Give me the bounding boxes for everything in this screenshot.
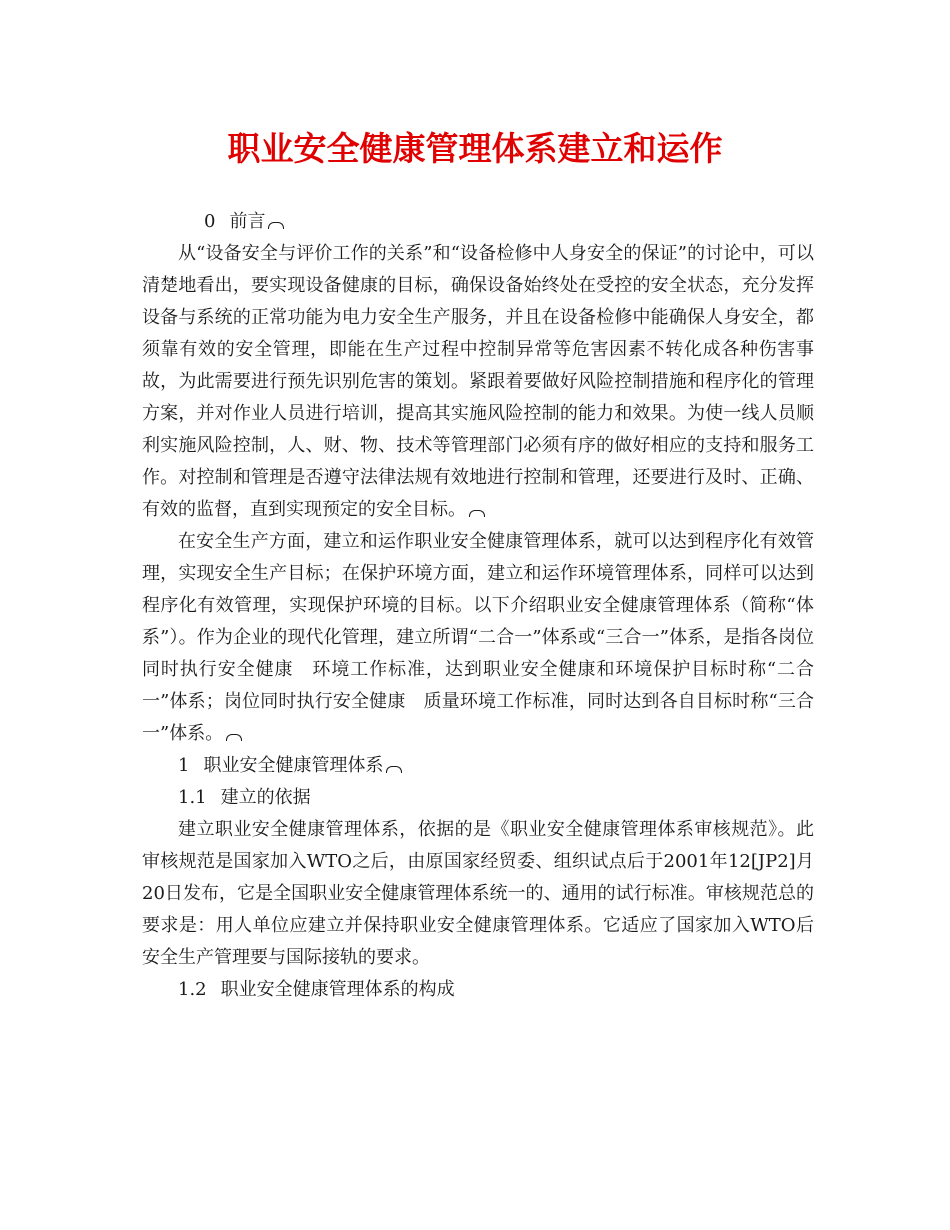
paragraph-mark-icon [268, 222, 284, 229]
section-1-1-number: 1.1 [178, 787, 207, 808]
section-1-2-heading [142, 974, 814, 1006]
section-1-1-label: 建立的依据 [220, 787, 311, 808]
section-1-2-label: 职业安全健康管理体系的构成 [220, 979, 455, 1000]
paragraph-1-text: 从“设备安全与评价工作的关系”和“设备检修中人身安全的保证”的讨论中，可以清楚地看出，要实现设备健康的目标，确保设备始终处在受控的安全状态，充分发挥设备与系统的正常功能为电力安全生产服务，并且在设备检修中能确保人身安全，都须靠有效的安全管理，即能在生产过程中控制异常等危害因素不转化成各种伤害事故，为此需要进行预先识别危害的策划。紧跟着要做好风险控制措施和程序化的管理方案，并对作业人员进行培训，提高其实施风险控制的能力和效果。为使一线人员顺利实施风险控制，人、财、物、技术等管理部门必须有序的做好相应的支持和服务工作。对控制和管理是否遵守法律法规有效地进行控制和管理，还要进行及时、正确、有效的监督，直到实现预定的安全目标。 [142, 243, 814, 520]
paragraph-mark-icon [469, 510, 485, 517]
section-1-2-number: 1.2 [178, 979, 207, 1000]
section-1-heading [142, 750, 814, 782]
section-1-number: 1 [178, 755, 190, 776]
paragraph-2 [142, 526, 814, 750]
paragraph-mark-icon [386, 766, 402, 773]
section-0-number: 0 [204, 211, 216, 232]
paragraph-1 [142, 238, 814, 526]
paragraph-2-text: 在安全生产方面，建立和运作职业安全健康管理体系，就可以达到程序化有效管理，实现安全生产目标；在保护环境方面，建立和运作环境管理体系，同样可以达到程序化有效管理，实现保护环境的目标。以下介绍职业安全健康管理体系（简称“体系”）。作为企业的现代化管理，建立所谓“二合一”体系或“三合一”体系，是指各岗位同时执行安全健康 环境工作标准，达到职业安全健康和环境保护目标时称“二合一”体系；岗位同时执行安全健康 质量环境工作标准，同时达到各自目标时称“三合一”体系。 [142, 531, 814, 744]
section-0-label: 前言 [229, 211, 266, 232]
section-1-1-heading [142, 782, 814, 814]
paragraph-3: 建立职业安全健康管理体系，依据的是《职业安全健康管理体系审核规范》。此审核规范是国家加入WTO之后，由原国家经贸委、组织试点后于2001年12[JP2]月20日发布，它是全国职业安全健康管理体系统一的、通用的试行标准。审核规范总的要求是：用人单位应建立并保持职业安全健康管理体系。它适应了国家加入WTO后安全生产管理要与国际接轨的要求。 [142, 819, 814, 968]
paragraph-mark-icon [226, 734, 242, 741]
section-0-heading [142, 206, 814, 238]
document-body [142, 206, 814, 1006]
section-1-label: 职业安全健康管理体系 [203, 755, 384, 776]
document-title: 职业安全健康管理体系建立和运作 [227, 129, 723, 168]
